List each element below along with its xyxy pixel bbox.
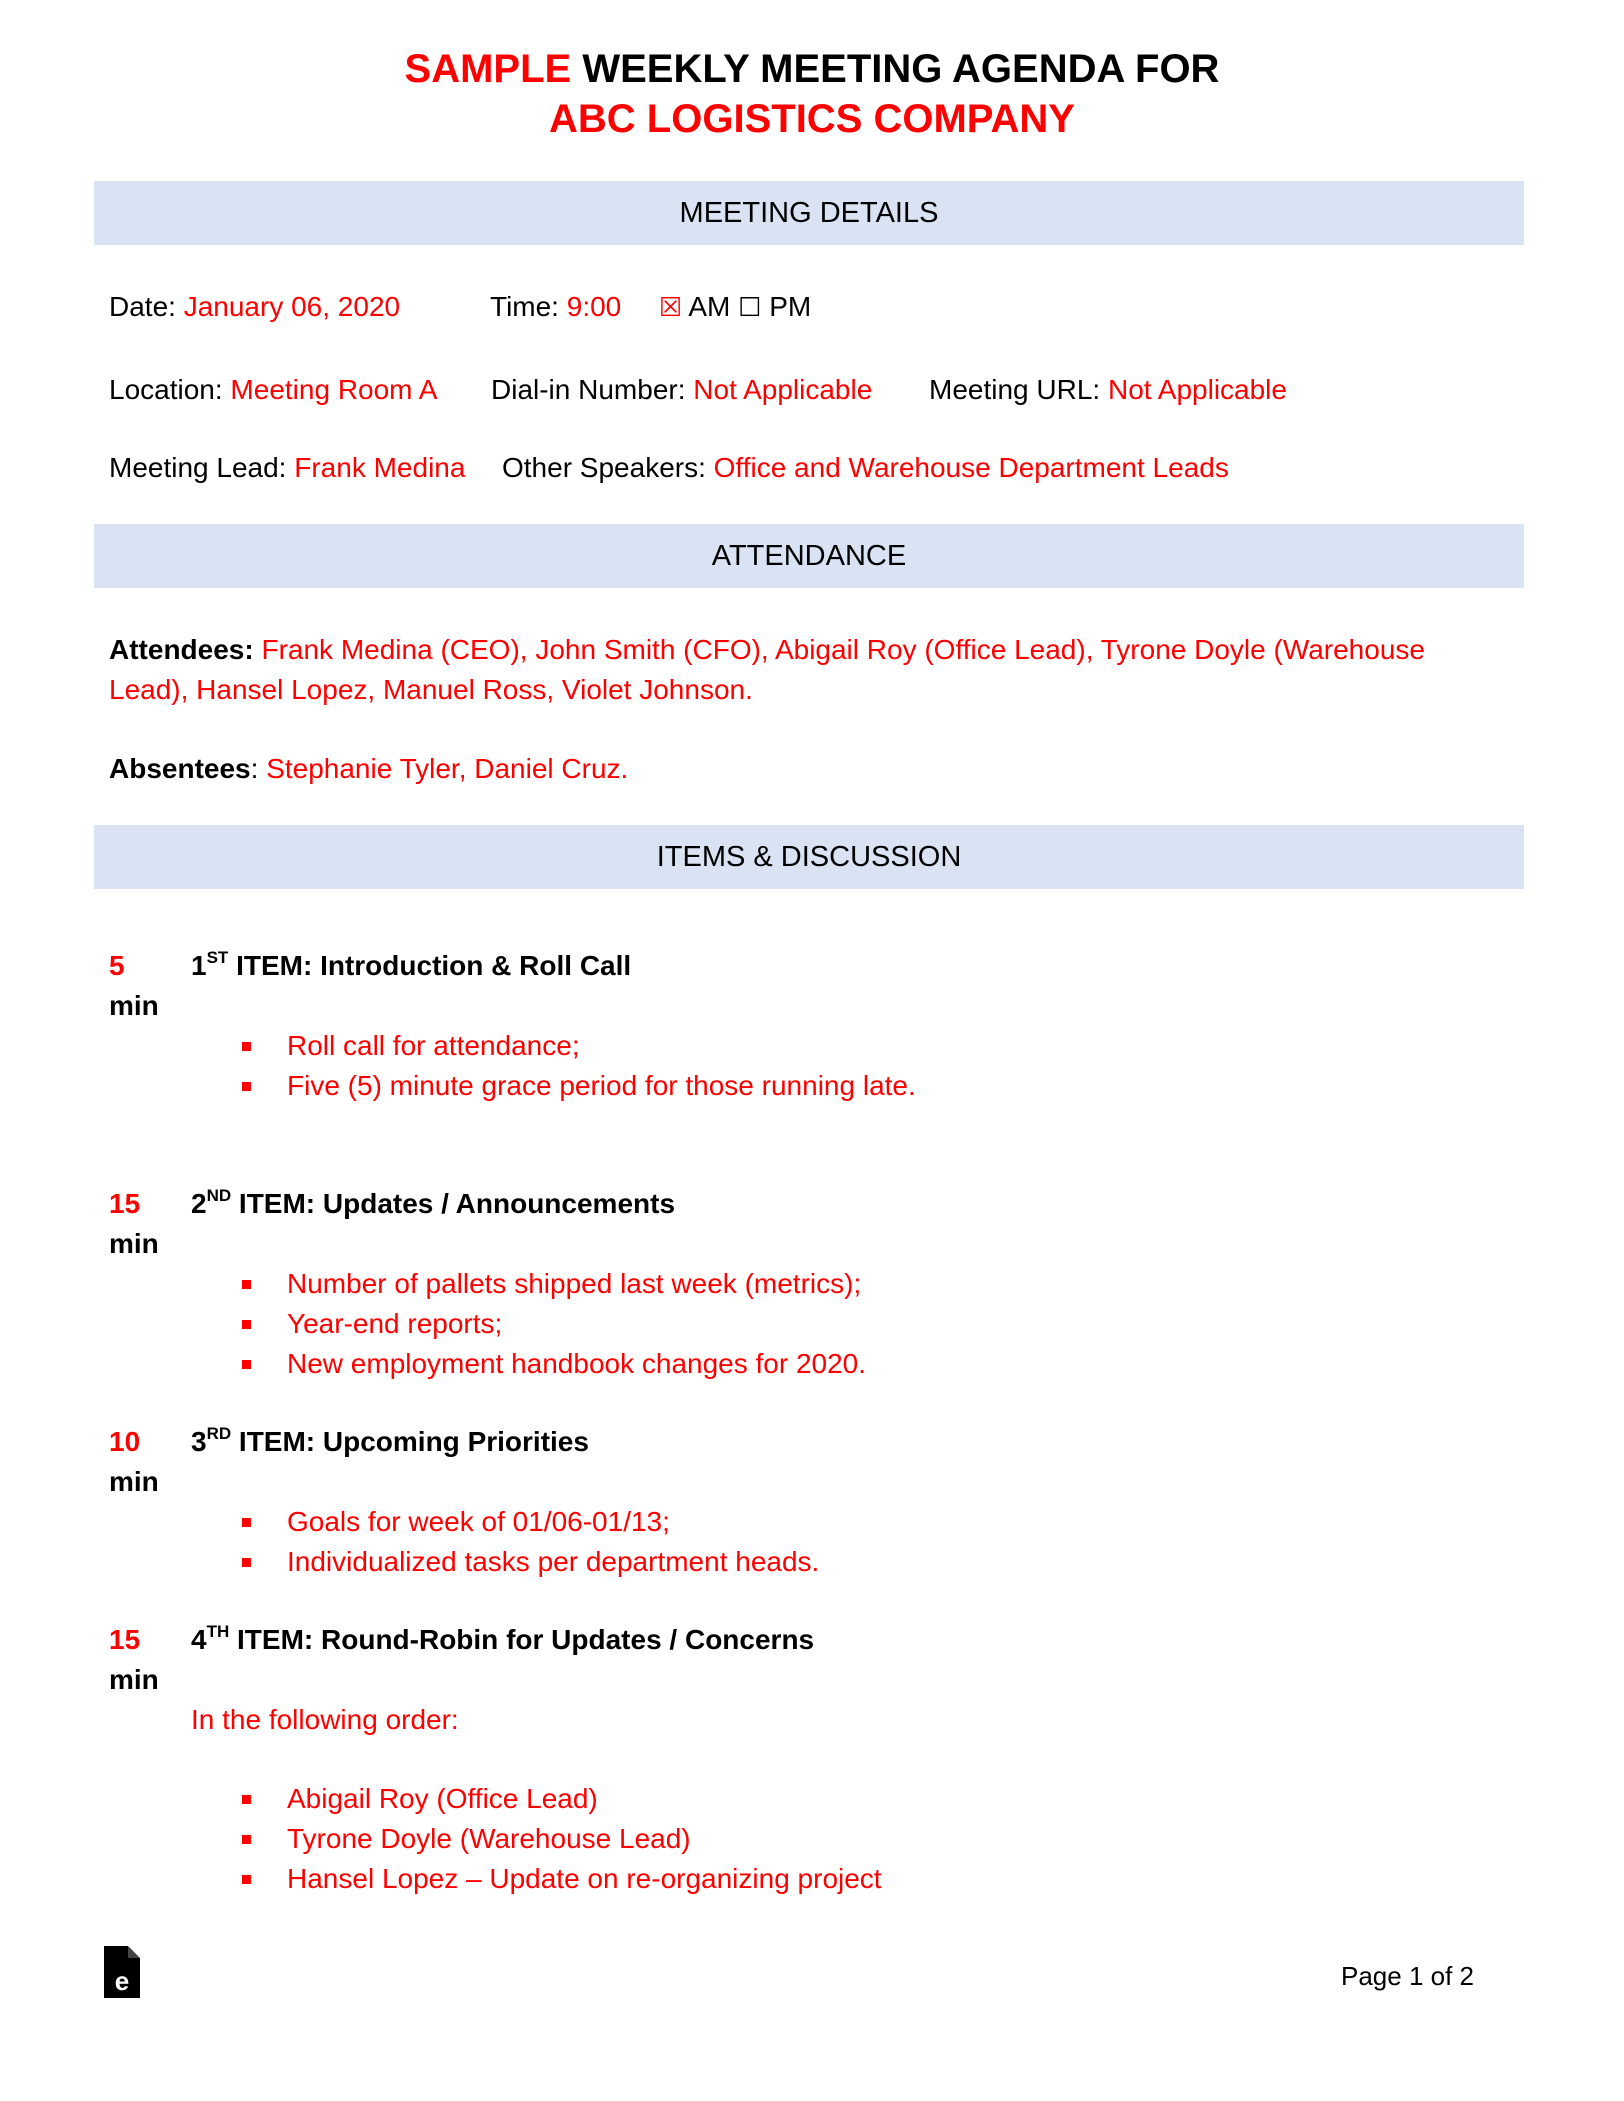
list-item: Number of pallets shipped last week (metrics);: [287, 1264, 866, 1304]
attendees-label: Attendees:: [109, 634, 254, 665]
item-2-bullets: [287, 1264, 866, 1384]
lead-value: Frank Medina: [294, 452, 466, 483]
item-3-duration-number: 10: [109, 1426, 141, 1457]
am-checkbox[interactable]: ☒: [658, 292, 683, 322]
title-sample: SAMPLE: [404, 47, 572, 91]
absentees-label: Absentees: [109, 753, 251, 784]
item-1-title-text: ITEM: Introduction & Roll Call: [228, 950, 632, 981]
item-3-ordinal-suffix: RD: [206, 1424, 232, 1443]
item-1-ordinal: 1: [191, 950, 207, 981]
list-item: New employment handbook changes for 2020.: [287, 1344, 866, 1384]
eforms-logo-icon: [104, 1946, 140, 1998]
url-value: Not Applicable: [1107, 374, 1287, 405]
item-4-intro: In the following order:: [191, 1704, 459, 1735]
url-label: Meeting URL:: [929, 374, 1108, 405]
item-1-duration: [109, 946, 159, 1026]
item-3-duration-unit: min: [109, 1466, 159, 1497]
location-field: [109, 370, 437, 410]
item-3-duration: [109, 1422, 159, 1502]
time-label: Time:: [490, 291, 567, 322]
list-item: Five (5) minute grace period for those running late.: [287, 1066, 916, 1106]
list-item: Individualized tasks per department heads.: [287, 1542, 819, 1582]
absentees-paragraph: [109, 749, 1509, 789]
dialin-value: Not Applicable: [693, 374, 873, 405]
lead-label: Meeting Lead:: [109, 452, 295, 483]
item-2-ordinal-suffix: ND: [206, 1186, 232, 1205]
title-main: WEEKLY MEETING AGENDA FOR: [571, 47, 1220, 91]
time-value: 9:00: [566, 291, 622, 322]
location-value: Meeting Room A: [230, 374, 438, 405]
item-2-duration-unit: min: [109, 1228, 159, 1259]
title-line-1: [0, 44, 1624, 94]
item-1-duration-number: 5: [109, 950, 125, 981]
item-3-title-text: ITEM: Upcoming Priorities: [231, 1426, 589, 1457]
item-2-title: [191, 1184, 675, 1224]
item-1-title: [191, 946, 631, 986]
dialin-field: [491, 370, 872, 410]
item-2-duration-number: 15: [109, 1188, 141, 1219]
item-1-duration-unit: min: [109, 990, 159, 1021]
item-1-ordinal-suffix: ST: [206, 948, 229, 967]
pm-label: PM: [761, 291, 812, 322]
title-company: ABC LOGISTICS COMPANY: [549, 97, 1075, 141]
item-3-ordinal: 3: [191, 1426, 207, 1457]
item-3-bullets: [287, 1502, 819, 1582]
location-label: Location:: [109, 374, 231, 405]
svg-text:e: e: [114, 1966, 130, 1996]
item-3-title: [191, 1422, 589, 1462]
meeting-url-field: [929, 370, 1287, 410]
section-header-attendance: ATTENDANCE: [94, 524, 1524, 588]
speakers-label: Other Speakers:: [502, 452, 714, 483]
item-2-ordinal: 2: [191, 1188, 207, 1219]
item-4-duration-number: 15: [109, 1624, 141, 1655]
item-4-duration-unit: min: [109, 1664, 159, 1695]
speakers-value: Office and Warehouse Department Leads: [713, 452, 1229, 483]
document-title: [0, 44, 1624, 144]
item-4-title: [191, 1620, 814, 1660]
list-item: Hansel Lopez – Update on re-organizing project: [287, 1859, 882, 1899]
pm-checkbox[interactable]: ☐: [738, 292, 762, 322]
item-4-bullets: [287, 1779, 882, 1899]
list-item: Abigail Roy (Office Lead): [287, 1779, 882, 1819]
time-field: [490, 287, 811, 327]
date-value: January 06, 2020: [183, 291, 401, 322]
list-item: Tyrone Doyle (Warehouse Lead): [287, 1819, 882, 1859]
meeting-lead-field: [109, 448, 465, 488]
am-label: AM: [682, 291, 739, 322]
section-header-meeting-details: MEETING DETAILS: [94, 181, 1524, 245]
item-2-duration: [109, 1184, 159, 1264]
list-item: Roll call for attendance;: [287, 1026, 916, 1066]
other-speakers-field: [502, 448, 1229, 488]
item-4-ordinal: 4: [191, 1624, 207, 1655]
dialin-label: Dial-in Number:: [491, 374, 694, 405]
date-label: Date:: [109, 291, 184, 322]
date-field: [109, 287, 400, 327]
attendees-paragraph: [109, 630, 1509, 710]
item-4-ordinal-suffix: TH: [206, 1622, 230, 1641]
page-number: Page 1 of 2: [1341, 1961, 1474, 1991]
list-item: Year-end reports;: [287, 1304, 866, 1344]
list-item: Goals for week of 01/06-01/13;: [287, 1502, 819, 1542]
absentees-colon: :: [250, 753, 267, 784]
item-2-title-text: ITEM: Updates / Announcements: [231, 1188, 676, 1219]
item-4-title-text: ITEM: Round-Robin for Updates / Concerns: [229, 1624, 815, 1655]
section-header-items: ITEMS & DISCUSSION: [94, 825, 1524, 889]
attendees-value: Frank Medina (CEO), John Smith (CFO), Abigail Roy (Office Lead), Tyrone Doyle (Warehouse Lead), Hansel Lopez, Manuel Ross, Violet Johnson.: [109, 634, 1425, 705]
item-1-bullets: [287, 1026, 916, 1106]
absentees-value: Stephanie Tyler, Daniel Cruz.: [266, 753, 629, 784]
item-4-duration: [109, 1620, 159, 1700]
